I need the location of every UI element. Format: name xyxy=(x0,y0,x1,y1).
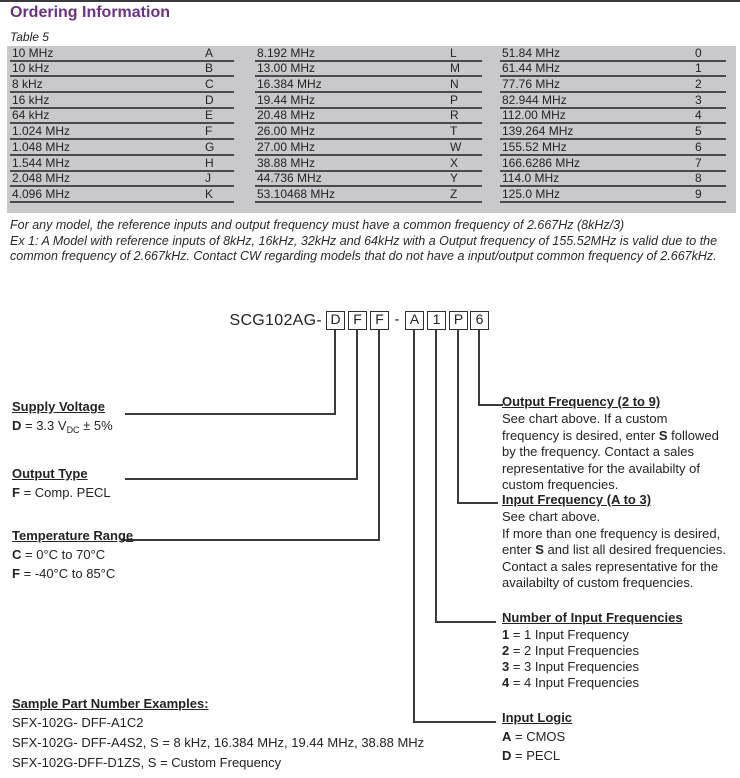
page-title: Ordering Information xyxy=(10,4,170,21)
frequency-code: H xyxy=(205,155,214,170)
note-line: For any model, the reference inputs and output frequency must have a common frequency of 2.667Hz (8kHz/3) xyxy=(10,218,625,232)
frequency-code: 7 xyxy=(695,155,702,170)
connector-supply-voltage-horizontal xyxy=(125,413,336,415)
frequency-code: B xyxy=(205,61,214,76)
table-row xyxy=(255,93,482,109)
frequency-code: Z xyxy=(450,186,458,201)
supply-voltage-value xyxy=(12,416,113,440)
frequency-code: M xyxy=(450,61,460,76)
connector-output-freq-vertical xyxy=(478,330,480,406)
frequency-label: 20.48 MHz xyxy=(257,108,316,123)
callout-body-line: availabilty of custom frequencies. xyxy=(502,575,694,590)
connector-num-inputs-horizontal xyxy=(435,621,496,623)
callout-entry: F = -40°C to 85°C xyxy=(12,566,116,581)
connector-input-freq-horizontal xyxy=(457,502,498,504)
connector-num-inputs-vertical xyxy=(435,330,437,623)
frequency-code: 8 xyxy=(695,171,702,186)
callout-output-type xyxy=(12,464,111,502)
table-row xyxy=(10,124,234,140)
callout-temperature-range xyxy=(12,526,133,583)
frequency-code: 9 xyxy=(695,186,702,201)
callout-body-line: See chart above. If a custom xyxy=(502,411,668,426)
frequency-label: 1.024 MHz xyxy=(12,124,71,139)
table-row xyxy=(255,187,482,203)
table-row xyxy=(10,156,234,172)
callout-number-of-input-frequencies xyxy=(502,608,740,691)
input-logic-entries xyxy=(502,727,740,765)
table-row xyxy=(500,187,726,203)
table-row xyxy=(255,140,482,156)
part-number-prefix: SCG102AG- xyxy=(229,312,322,329)
table-row xyxy=(10,172,234,188)
frequency-label: 13.00 MHz xyxy=(257,61,316,76)
frequency-label: 10 kHz xyxy=(12,61,50,76)
callout-entry: 1 = 1 Input Frequency xyxy=(502,627,629,642)
frequency-label: 114.0 MHz xyxy=(502,171,560,186)
supply-voltage-pre: = 3.3 V xyxy=(21,418,67,433)
frequency-label: 26.00 MHz xyxy=(257,124,316,139)
frequency-code: 2 xyxy=(695,77,702,92)
frequency-code: C xyxy=(205,77,214,92)
top-divider xyxy=(0,0,740,2)
table-row xyxy=(10,187,234,203)
callout-entry: A = CMOS xyxy=(502,729,566,744)
output-type-entries xyxy=(12,483,111,502)
frequency-code: D xyxy=(205,92,214,107)
connector-supply-voltage-vertical xyxy=(334,330,336,415)
supply-voltage-code: D xyxy=(12,418,22,433)
vdc-subscript: DC xyxy=(66,425,80,435)
output-frequency-body xyxy=(502,411,740,494)
frequency-code: W xyxy=(450,139,462,154)
frequency-code: 3 xyxy=(695,92,702,107)
frequency-code: 1 xyxy=(695,61,702,76)
table-row xyxy=(255,172,482,188)
frequency-label: 53.10468 MHz xyxy=(257,186,336,201)
frequency-label: 51.84 MHz xyxy=(502,45,561,60)
connector-temp-range-horizontal xyxy=(121,539,380,541)
table-row xyxy=(500,172,726,188)
frequency-label: 16.384 MHz xyxy=(257,77,322,92)
part-code-box-temp-range: F xyxy=(370,311,389,330)
frequency-code: P xyxy=(450,92,459,107)
callout-body-line: frequency is desired, enter S followed xyxy=(502,427,719,443)
frequency-notes xyxy=(10,218,717,265)
connector-output-freq-horizontal xyxy=(478,404,503,406)
frequency-label: 125.0 MHz xyxy=(502,186,561,201)
frequency-label: 44.736 MHz xyxy=(257,171,322,186)
callout-entry: C = 0°C to 70°C xyxy=(12,547,106,562)
table-row xyxy=(10,109,234,125)
sample-part-number: SFX-102G- DFF-A1C2 xyxy=(12,715,144,730)
part-code-box-num-inputs: 1 xyxy=(427,311,446,330)
sample-part-numbers-title: Sample Part Number Examples: xyxy=(12,696,209,711)
frequency-code: Y xyxy=(450,171,459,186)
supply-voltage-post: ± 5% xyxy=(79,418,113,433)
note-line: Ex 1: A Model with reference inputs of 8kHz, 16kHz, 32kHz and 64kHz with a Output frequency of 155.52MHz is valid due to the xyxy=(10,233,718,248)
frequency-label: 4.096 MHz xyxy=(12,186,71,201)
part-code-box-output-type: F xyxy=(348,311,367,330)
frequency-code: 5 xyxy=(695,124,702,139)
frequency-code: R xyxy=(450,108,459,123)
table-row xyxy=(500,46,726,62)
frequency-label: 2.048 MHz xyxy=(12,171,71,186)
frequency-label: 16 kHz xyxy=(12,92,50,107)
connector-input-freq-vertical xyxy=(457,330,459,504)
frequency-label: 139.264 MHz xyxy=(502,124,574,139)
table-row xyxy=(255,124,482,140)
sample-part-number: SFX-102G- DFF-A4S2, S = 8 kHz, 16.384 MHz, 19.44 MHz, 38.88 MHz xyxy=(12,735,425,750)
table-row xyxy=(500,156,726,172)
table-row xyxy=(255,109,482,125)
frequency-code-table xyxy=(7,46,736,213)
callout-body-line: enter S and list all desired frequencies. xyxy=(502,542,727,557)
frequency-code: N xyxy=(450,77,459,92)
frequency-code: T xyxy=(450,124,458,139)
table-row xyxy=(10,77,234,93)
frequency-code: L xyxy=(450,45,457,60)
table-row xyxy=(10,46,234,62)
callout-entry: 3 = 3 Input Frequencies xyxy=(502,659,639,674)
callout-input-frequency-title: Input Frequency (A to 3) xyxy=(502,492,652,507)
frequency-label: 155.52 MHz xyxy=(502,139,567,154)
table-row xyxy=(500,77,726,93)
table-row xyxy=(255,62,482,78)
callout-body-line: See chart above. xyxy=(502,509,601,524)
callout-sample-part-numbers xyxy=(12,694,424,773)
sample-part-number-lines xyxy=(12,713,424,773)
callout-body-line: custom frequencies. xyxy=(502,477,619,492)
table-row xyxy=(500,140,726,156)
callout-input-frequency xyxy=(502,490,740,592)
callout-body-line: If more than one frequency is desired, xyxy=(502,525,721,541)
temperature-range-entries xyxy=(12,545,133,583)
frequency-code: 0 xyxy=(695,45,702,60)
callout-body-line: by the frequency. Contact a sales xyxy=(502,444,694,459)
table-column-1 xyxy=(10,46,234,203)
callout-entry: 4 = 4 Input Frequencies xyxy=(502,675,639,690)
frequency-code: X xyxy=(450,155,459,170)
frequency-label: 1.048 MHz xyxy=(12,139,71,154)
table-row xyxy=(500,93,726,109)
table-row xyxy=(500,62,726,78)
frequency-label: 8.192 MHz xyxy=(257,45,316,60)
connector-output-type-horizontal xyxy=(125,478,358,480)
frequency-label: 82.944 MHz xyxy=(502,92,567,107)
table-row xyxy=(10,62,234,78)
frequency-code: F xyxy=(205,124,213,139)
frequency-label: 10 MHz xyxy=(12,45,54,60)
callout-output-frequency xyxy=(502,392,740,494)
part-code-box-input-logic: A xyxy=(405,311,424,330)
callout-number-of-input-frequencies-title: Number of Input Frequencies xyxy=(502,610,683,625)
table-row xyxy=(500,109,726,125)
table-row xyxy=(10,93,234,109)
frequency-code: 4 xyxy=(695,108,702,123)
frequency-code: G xyxy=(205,139,215,154)
table-row xyxy=(255,77,482,93)
table-caption: Table 5 xyxy=(10,30,49,44)
frequency-label: 64 kHz xyxy=(12,108,50,123)
frequency-label: 19.44 MHz xyxy=(257,92,316,107)
part-number-separator: - xyxy=(394,311,400,328)
connector-temp-range-vertical xyxy=(378,330,380,541)
callout-input-logic-title: Input Logic xyxy=(502,710,573,725)
connector-input-logic-vertical xyxy=(413,330,415,723)
connector-output-type-vertical xyxy=(356,330,358,480)
frequency-label: 38.88 MHz xyxy=(257,155,316,170)
frequency-label: 112.00 MHz xyxy=(502,108,566,123)
frequency-code: K xyxy=(205,186,214,201)
callout-entry: D = PECL xyxy=(502,748,561,763)
frequency-code: J xyxy=(205,171,211,186)
part-code-box-output-freq: 6 xyxy=(470,311,489,330)
frequency-label: 27.00 MHz xyxy=(257,139,316,154)
frequency-label: 61.44 MHz xyxy=(502,61,561,76)
part-code-box-supply: D xyxy=(326,311,345,330)
callout-body-line: Contact a sales representative for the xyxy=(502,558,719,574)
callout-entry: F = Comp. PECL xyxy=(12,485,111,500)
frequency-code: E xyxy=(205,108,214,123)
note-line: common frequency of 2.667kHz. Contact CW regarding models that do not have a input/output common frequency of 2.667kHz. xyxy=(10,249,717,263)
callout-supply-voltage xyxy=(12,397,113,440)
frequency-label: 77.76 MHz xyxy=(502,77,561,92)
sample-part-number: SFX-102G-DFF-D1ZS, S = Custom Frequency xyxy=(12,755,282,770)
callout-supply-voltage-title: Supply Voltage xyxy=(12,399,105,414)
number-of-input-frequencies-entries xyxy=(502,627,740,691)
frequency-code: 6 xyxy=(695,139,702,154)
callout-temperature-range-title: Temperature Range xyxy=(12,528,134,543)
input-frequency-body xyxy=(502,509,740,592)
table-row xyxy=(255,46,482,62)
part-code-box-input-freq: P xyxy=(449,311,468,330)
connector-input-logic-horizontal xyxy=(413,721,496,723)
frequency-code: A xyxy=(205,45,214,60)
frequency-label: 1.544 MHz xyxy=(12,155,71,170)
callout-output-frequency-title: Output Frequency (2 to 9) xyxy=(502,394,661,409)
table-row xyxy=(500,124,726,140)
callout-output-type-title: Output Type xyxy=(12,466,88,481)
callout-input-logic xyxy=(502,708,740,765)
table-column-3 xyxy=(500,46,726,203)
table-column-2 xyxy=(255,46,482,203)
frequency-label: 166.6286 MHz xyxy=(502,155,581,170)
callout-entry: 2 = 2 Input Frequencies xyxy=(502,643,639,658)
frequency-label: 8 kHz xyxy=(12,77,43,92)
callout-body-line: representative for the availabilty of xyxy=(502,460,700,476)
table-row xyxy=(10,140,234,156)
table-row xyxy=(255,156,482,172)
